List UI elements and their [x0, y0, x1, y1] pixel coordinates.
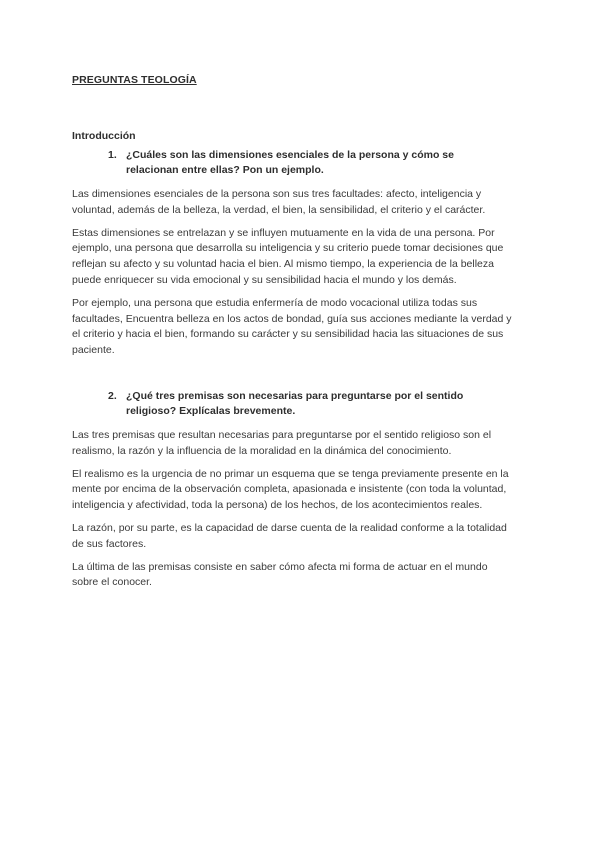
- answer-1-paragraph-3: Por ejemplo, una persona que estudia enfermería de modo vocacional utiliza todas sus facultades, Encuentra belleza en los actos de bondad, guía sus acciones mediante la verdad y el criterio y hacia el bien, formando su carácter y su sensibilidad hacia las situaciones de sus paciente.: [72, 296, 512, 357]
- question-1-text: ¿Cuáles son las dimensiones esenciales de la persona y cómo se relacionan entre ellas? Pon un ejemplo.: [126, 149, 454, 176]
- section-heading-introduccion: Introducción: [72, 130, 136, 142]
- document-title: PREGUNTAS TEOLOGÍA: [72, 74, 197, 86]
- question-2: [72, 389, 516, 419]
- question-1-number: 1.: [108, 149, 117, 161]
- question-2-number: 2.: [108, 389, 117, 402]
- answer-1-paragraph-2: Estas dimensiones se entrelazan y se influyen mutuamente en la vida de una persona. Por ejemplo, una persona que desarrolla su inteligencia y su criterio puede tomar decisiones que reflejan su afecto y su voluntad hacia el bien. Al mismo tiempo, la experiencia de la belleza puede enriquecer su vida emocional y su sensibilidad hacia el mundo y los demás.: [72, 226, 504, 286]
- answer-2-paragraph-2: El realismo es la urgencia de no primar un esquema que se tenga previamente presente en la mente por encima de la observación completa, apasionada e insistente (con toda la voluntad, inteligencia y afectividad, toda la persona) de los hechos, de los acontecimientos reales.: [72, 467, 509, 512]
- question-2-text: ¿Qué tres premisas son necesarias para preguntarse por el sentido religioso? Explícalas brevemente.: [126, 389, 464, 417]
- answer-1-paragraph-1: Las dimensiones esenciales de la persona son sus tres facultades: afecto, inteligencia y voluntad, además de la belleza, la verdad, el bien, la sensibilidad, el criterio y el carácter.: [72, 188, 486, 216]
- answer-2-paragraph-1: Las tres premisas que resultan necesarias para preguntarse por el sentido religioso son el realismo, la razón y la influencia de la moralidad en la dinámica del conocimiento.: [72, 428, 492, 457]
- answer-2-paragraph-4: La última de las premisas consiste en saber cómo afecta mi forma de actuar en el mundo sobre el conocer.: [72, 560, 488, 589]
- answer-2-paragraph-3: La razón, por su parte, es la capacidad de darse cuenta de la realidad conforme a la totalidad de sus factores.: [72, 521, 507, 550]
- question-1: [72, 148, 516, 178]
- question-spacer: [72, 366, 516, 383]
